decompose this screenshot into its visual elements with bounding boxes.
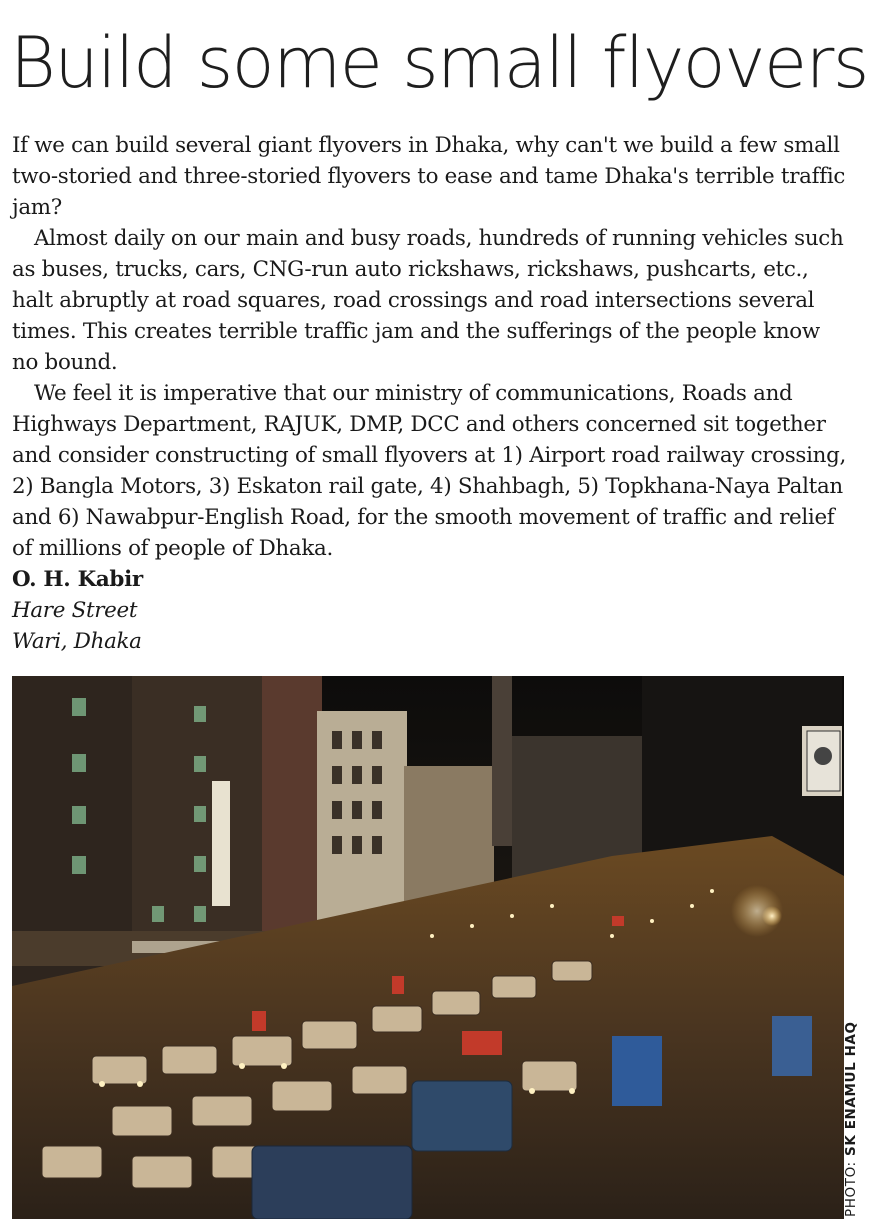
paragraph-1: If we can build several giant flyovers in Dhaka, why can't we build a few small two-storied and three-storied flyovers to ease and tame Dhaka's terrible traffic jam?	[12, 133, 846, 220]
traffic-photo	[12, 676, 844, 1219]
letter-body	[12, 130, 852, 657]
author-name: O. H. Kabir	[12, 567, 143, 592]
photo-credit-prefix: PHOTO:	[843, 1161, 859, 1217]
traffic-photo-illustration	[12, 676, 844, 1219]
paragraph-3: We feel it is imperative that our ministry of communications, Roads and Highways Department, RAJUK, DMP, DCC and others concerned sit together and consider constructing of small flyovers at 1) Airport road railway crossing, 2) Bangla Motors, 3) Eskaton rail gate, 4) Shahbagh, 5) Topkhana-Naya Paltan and 6) Nawabpur-English Road, for the smooth movement of traffic and relief of millions of people of Dhaka.	[12, 381, 847, 561]
author-address-line-2: Wari, Dhaka	[12, 629, 142, 654]
author-address-line-1: Hare Street	[12, 598, 138, 623]
headline: Build some small flyovers	[10, 22, 868, 104]
photo-credit	[843, 1021, 859, 1217]
photo-credit-name: SK ENAMUL HAQ	[843, 1021, 859, 1156]
paragraph-2: Almost daily on our main and busy roads, hundreds of running vehicles such as buses, trucks, cars, CNG-run auto rickshaws, rickshaws, pushcarts, etc., halt abruptly at road squares, road crossings and road intersections several times. This creates terrible traffic jam and the sufferings of the people know no bound.	[12, 226, 844, 375]
